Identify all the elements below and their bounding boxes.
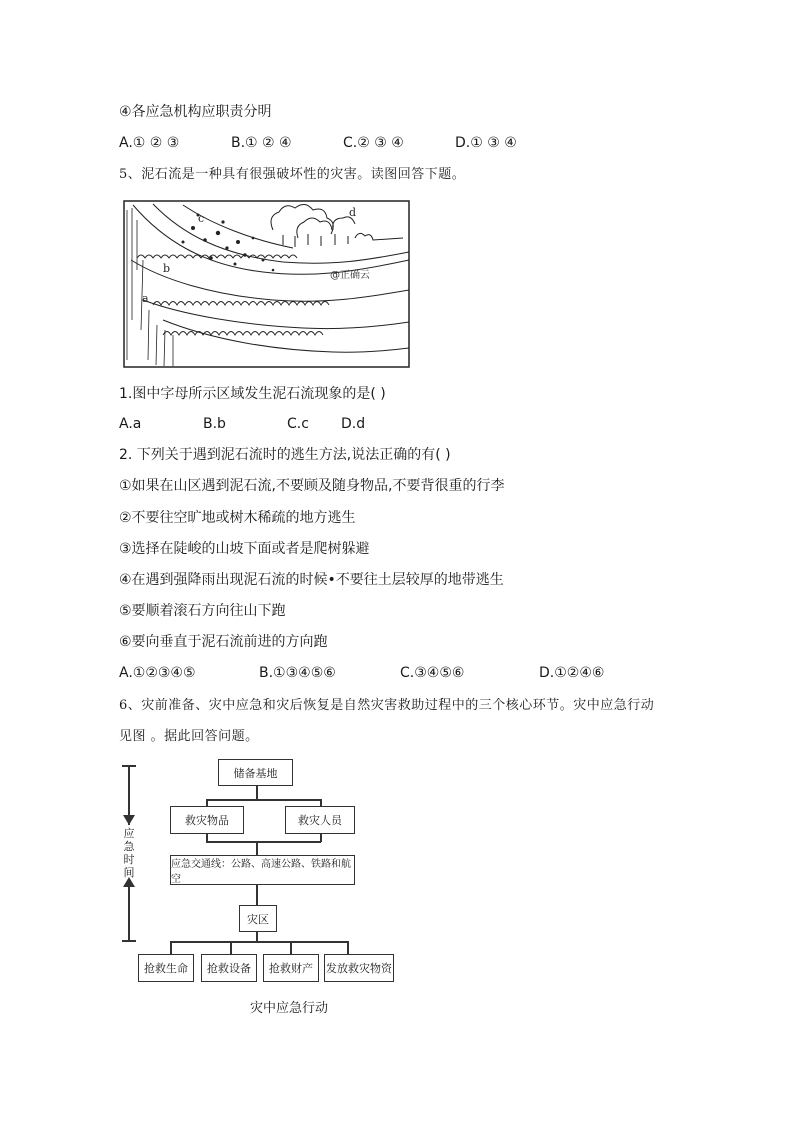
q5-sub2-option-d[interactable]: D.①②④⑥ — [539, 665, 605, 681]
q4-option-b[interactable]: B.① ② ④ — [231, 135, 292, 151]
diagram-caption: 灾中应急行动 — [250, 1001, 329, 1016]
box-disaster-area: 灾区 — [239, 905, 277, 932]
q5-sub1-option-d[interactable]: D.d — [341, 416, 366, 432]
label-c: c — [198, 212, 205, 225]
box-save-property: 抢救财产 — [263, 954, 319, 982]
q4-option-c[interactable]: C.② ③ ④ — [343, 135, 404, 151]
q5-sub2-item-3: ③选择在陡峻的山坡下面或者是爬树躲避 — [119, 541, 370, 557]
time-axis-label: 应急时间 — [123, 827, 135, 879]
q6-intro-line1: 6、灾前准备、灾中应急和灾后恢复是自然灾害救助过程中的三个核心环节。灾中应急行动 — [119, 698, 655, 713]
label-d: d — [349, 206, 357, 219]
q5-sub2-stem: 2. 下列关于遇到泥石流时的逃生方法,说法正确的有( ) — [119, 447, 451, 463]
box-relief-supplies: 救灾物品 — [170, 806, 244, 834]
q5-sub2-options — [119, 664, 604, 682]
arrow-down-icon — [123, 815, 135, 825]
q5-intro: 5、泥石流是一种具有很强破坏性的灾害。读图回答下题。 — [119, 167, 466, 182]
box-save-equipment: 抢救设备 — [201, 954, 257, 982]
q4-option-d[interactable]: D.① ③ ④ — [455, 135, 517, 151]
q5-sub2-item-5: ⑤要顺着滚石方向往山下跑 — [119, 603, 286, 619]
emergency-action-diagram — [118, 755, 408, 1020]
q4-option-a[interactable]: A.① ② ③ — [119, 135, 180, 151]
q5-sub2-option-c[interactable]: C.③④⑤⑥ — [400, 665, 465, 681]
box-relief-personnel: 救灾人员 — [285, 806, 355, 834]
q5-sub2-item-2: ②不要往空旷地或树木稀疏的地方逃生 — [119, 510, 356, 526]
label-a: a — [142, 292, 149, 305]
q4-options — [119, 134, 517, 152]
q5-sub1-options — [119, 415, 365, 433]
q5-sub2-item-1: ①如果在山区遇到泥石流,不要顾及随身物品,不要背很重的行李 — [119, 478, 505, 494]
q5-sub2-option-b[interactable]: B.①③④⑤⑥ — [259, 665, 336, 681]
q5-sub2-option-a[interactable]: A.①②③④⑤ — [119, 665, 196, 681]
q5-sub1-option-c[interactable]: C.c — [287, 416, 309, 432]
box-save-lives: 抢救生命 — [138, 954, 194, 982]
q5-sub2-item-4: ④在遇到强降雨出现泥石流的时候•不要往土层较厚的地带逃生 — [119, 572, 504, 588]
box-distribute-supplies: 发放救灾物资 — [324, 954, 394, 982]
box-emergency-transport: 应急交通线：公路、高速公路、铁路和航空 — [170, 855, 355, 885]
q6-intro-line2: 见图 。据此回答问题。 — [119, 729, 259, 744]
debris-flow-figure — [123, 200, 410, 368]
label-b: b — [163, 262, 171, 275]
q5-sub1-option-a[interactable]: A.a — [119, 416, 142, 432]
debris-flow-illustration — [123, 200, 410, 368]
q5-sub1-option-b[interactable]: B.b — [203, 416, 226, 432]
q5-sub2-item-6: ⑥要向垂直于泥石流前进的方向跑 — [119, 634, 328, 650]
watermark: @正确云 — [330, 270, 370, 281]
q4-item-4: ④各应急机构应职责分明 — [119, 104, 272, 120]
box-reserve-base: 储备基地 — [218, 759, 293, 786]
q5-sub1-stem: 1.图中字母所示区域发生泥石流现象的是( ) — [119, 386, 386, 402]
